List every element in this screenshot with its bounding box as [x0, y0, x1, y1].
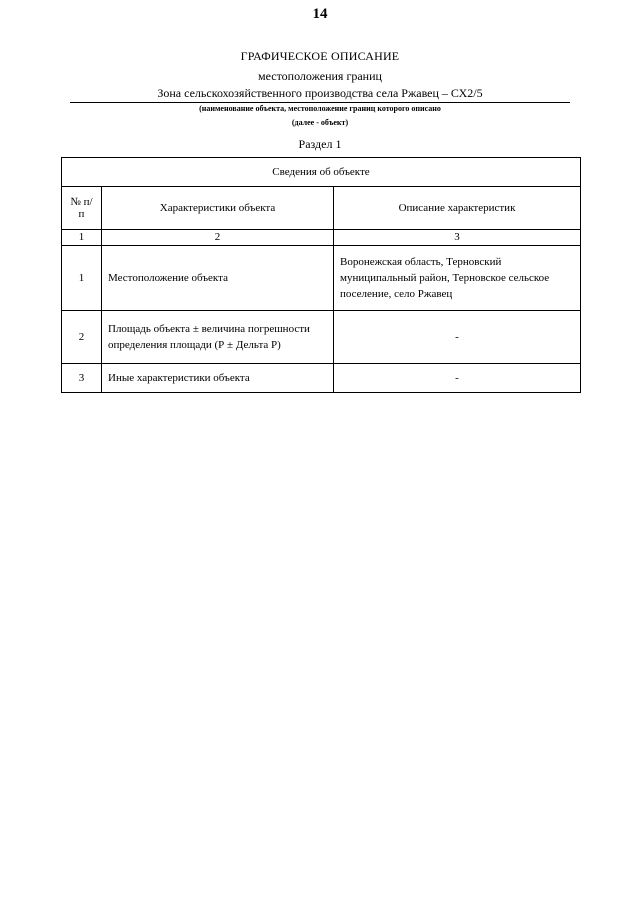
table-row: [62, 364, 581, 393]
document-title: ГРАФИЧЕСКОЕ ОПИСАНИЕ: [240, 49, 400, 63]
section-title: Раздел 1: [298, 137, 342, 151]
table-caption: Сведения об объекте: [62, 158, 581, 187]
table-header-row: [62, 187, 581, 230]
row-num: 1: [62, 246, 102, 311]
column-number: 2: [102, 230, 334, 246]
document-subtitle: местоположения границ: [258, 69, 382, 83]
header-num: № п/п: [62, 187, 102, 230]
row-characteristic: Иные характеристики объекта: [102, 364, 334, 393]
object-info-table: [61, 157, 581, 393]
column-number: 1: [62, 230, 102, 246]
object-name-note: (наименование объекта, местоположение границ которого описано: [199, 104, 441, 113]
header-description: Описание характеристик: [334, 187, 581, 230]
object-alias-note: (далее - объект): [291, 118, 349, 127]
header-characteristic: Характеристики объекта: [102, 187, 334, 230]
row-description: Воронежская область, Терновский муниципальный район, Терновское сельское поселение, село Ржавец: [334, 246, 581, 311]
row-characteristic: Площадь объекта ± величина погрешности определения площади (Р ± Дельта Р): [102, 311, 334, 364]
column-number: 3: [334, 230, 581, 246]
table-caption-row: [62, 158, 581, 187]
page-number: 14: [312, 6, 328, 22]
row-description: -: [334, 364, 581, 393]
row-num: 2: [62, 311, 102, 364]
table-row: [62, 311, 581, 364]
column-numbers-row: [62, 230, 581, 246]
row-characteristic: Местоположение объекта: [102, 246, 334, 311]
row-description: -: [334, 311, 581, 364]
object-name: Зона сельскохозяйственного производства села Ржавец – СХ2/5: [70, 86, 570, 103]
row-num: 3: [62, 364, 102, 393]
table-row: [62, 246, 581, 311]
